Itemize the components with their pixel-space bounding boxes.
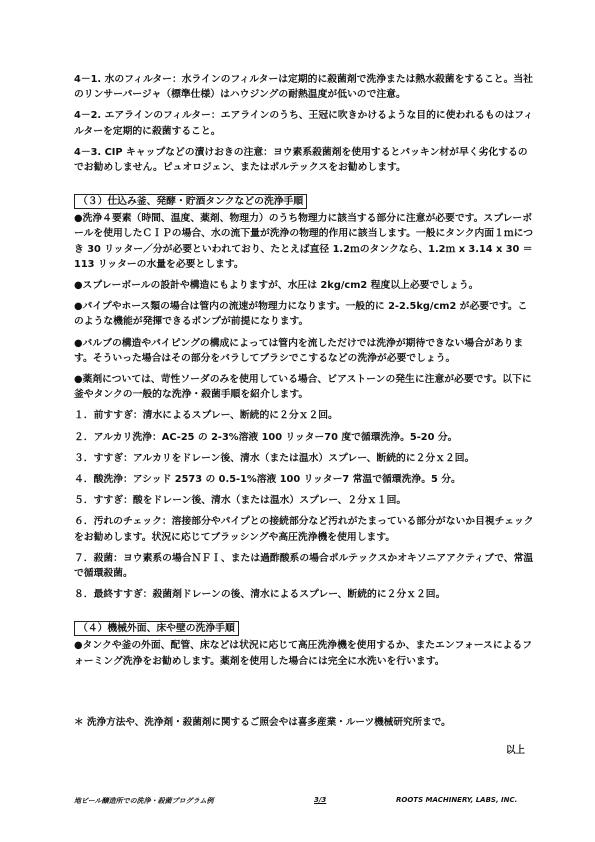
page-number: 3/3: [314, 796, 327, 804]
step-item: １．前すすぎ：清水によるスプレー、断続的に２分ｘ２回。: [74, 410, 338, 422]
footer-company: ROOTS MACHINERY, LABS, INC.: [396, 796, 518, 804]
page-footer: [74, 796, 524, 808]
paragraph-cip-cap: 4－3. CIP キャップなどの漬けおきの注意：ヨウ素系殺菌剤を使用するとパッキン材が早く劣化するのでお勧めしません。ピュオロジェン、またはポルテックスをお勧めします。: [74, 146, 528, 174]
step-item: ３．すすぎ：アルカリをドレーン後、清水（または温水）スプレー、断続的に２分ｘ２回。: [74, 452, 475, 464]
bullet-pipes: ●パイプやホース類の場合は管内の流速が物理力になります。一般的に 2-2.5kg/cm2 が必要です。このような機能が発揮できるポンプが前提になります。: [74, 301, 528, 328]
section-4-heading: （４）機械外面、床や壁の洗浄手順: [74, 621, 239, 636]
section-4: [74, 616, 536, 668]
step-item: ７．殺菌：ヨウ素系の場合ＮＦＩ、または過酢酸系の場合ポルテックスかオキソニアアクティブで、常温で循環殺菌。: [74, 552, 534, 580]
body-content: [74, 72, 536, 669]
step-item: ８．最終すすぎ：殺菌剤ドレーンの後、清水によるスプレー、断続的に２分ｘ２回。: [74, 589, 446, 601]
step-item: ２．アルカリ洗浄：AC-25 の 2-3%溶液 100 リッター70 度で循環洗浄。5-20 分。: [74, 431, 458, 443]
contact-footnote: ＊ 洗浄方法や、洗浄剤・殺菌剤に関するご照会やは喜多産業・ルーツ機械研究所まで。: [74, 717, 451, 728]
footer-title: 地ビール醸造所での洗浄・殺菌プログラム例: [74, 797, 214, 805]
bullet-chemicals: ●薬剤については、苛性ソーダのみを使用している場合、ビアストーンの発生に注意が必要です。以下に釜やタンクの一般的な洗浄・殺菌手順を紹介します。: [74, 374, 532, 401]
section-3-heading: （３）仕込み釜、発酵・貯酒タンクなどの洗浄手順: [74, 194, 307, 209]
paragraph-water-filter: 4－1. 水のフィルター：水ラインのフィルターは定期的に殺菌剤で洗浄または熱水殺菌をすること。当社のリンサーパージャ（標準仕様）はハウジングの耐熱温度が低いので注意。: [74, 74, 533, 101]
bullet-exterior-cleaning: ●タンクや釜の外面、配管、床などは状況に応じて高圧洗浄機を使用するか、またエンフォースによるフォーミング洗浄をお勧めします。薬剤を使用した場合には完全に水洗いを行います。: [74, 640, 533, 667]
paragraph-air-filter: 4－2. エアラインのフィルター：エアラインのうち、王冠に吹きかけるような目的に使われるものはフィルターを定期的に殺菌すること。: [74, 110, 534, 137]
bullet-four-elements: ●洗浄４要素（時間、温度、薬剤、物理力）のうち物理力に該当する部分に注意が必要です。スプレーボールを使用したＣＩＰの場合、水の流下量が洗浄の物理的作用に該当します。一般にタンク内面１ｍにつき 30 リッター／分が必要といわれており、たとえば直径 1.2ｍのタンクなら、1.2ｍ x 3.14 x 30 ＝ 113 リッターの水量を必要とします。: [74, 213, 534, 270]
closing-mark: 以上: [505, 745, 525, 756]
bullet-valves: ●バルブの構造やパイピングの構成によっては管内を流しただけでは洗浄が期待できない場合があります。そういった場合はその部分をバラしてブラシでこするなどの洗浄が必要でしょう。: [74, 337, 524, 364]
section-3: [74, 189, 536, 602]
step-item: ５．すすぎ：酸をドレーン後、清水（または温水）スプレー、２分ｘ１回。: [74, 495, 407, 507]
step-item: ４．酸洗浄：アシッド 2573 の 0.5-1%溶液 100 リッター7 常温で循環洗浄。5 分。: [74, 474, 461, 486]
step-item: ６．汚れのチェック：溶接部分やパイプとの接続部分など汚れがたまっている部分がないか目視チェックをお勧めします。状況に応じてブラッシングや高圧洗浄機を使用します。: [74, 516, 534, 543]
bullet-spray-ball: ●スプレーボールの設計や構造にもよりますが、水圧は 2kg/cm2 程度以上必要でしょう。: [74, 280, 479, 292]
